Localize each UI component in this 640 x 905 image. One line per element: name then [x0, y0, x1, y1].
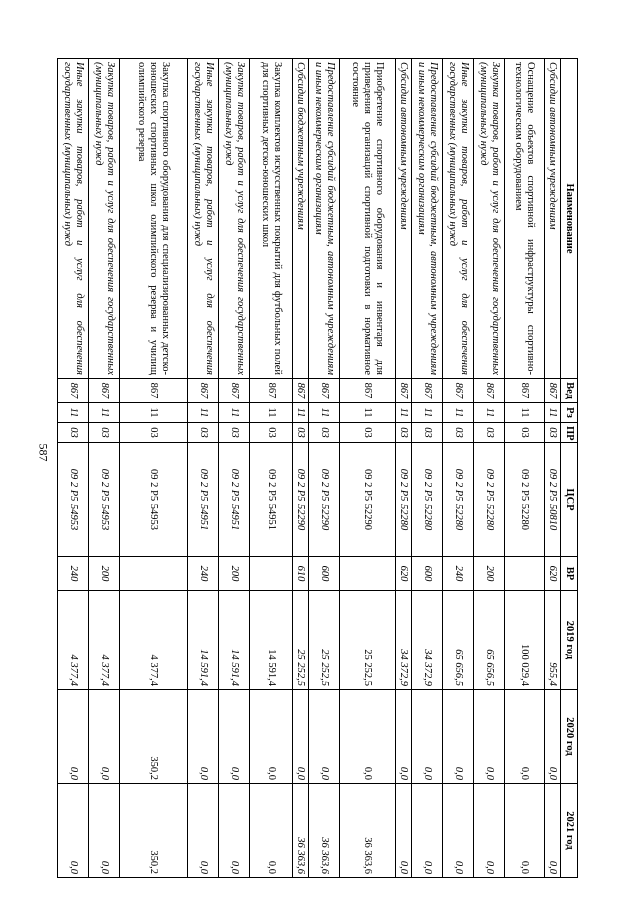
cell-2019: 4 377,4 — [58, 591, 89, 690]
cell-csr: 09 2 P5 54951 — [188, 443, 219, 557]
cell-name: Закупка спортивного оборудования для специализированных детско-юношеских спортивных школ олимпийского резерва и училищ олимпийского резерва — [120, 59, 188, 379]
table-row — [443, 59, 474, 878]
cell-rz: 11 — [309, 403, 340, 423]
cell-pr: 03 — [89, 423, 120, 443]
cell-csr: 09 2 P5 54953 — [120, 443, 188, 557]
cell-name: Закупка товаров, работ и услуг для обеспечения государственных (муниципальных) нужд — [219, 59, 250, 379]
cell-vr — [120, 557, 188, 591]
cell-name: Предоставление субсидий бюджетным, автономным учреждениям и иным некоммерческим организациям — [309, 59, 340, 379]
cell-rz: 11 — [219, 403, 250, 423]
cell-2019: 4 377,4 — [120, 591, 188, 690]
cell-csr: 09 2 P5 52280 — [412, 443, 443, 557]
cell-vr: 610 — [293, 557, 309, 591]
table-row — [58, 59, 89, 878]
budget-table — [57, 58, 578, 878]
cell-pr: 03 — [188, 423, 219, 443]
header-2019: 2019 год — [561, 591, 578, 690]
cell-ved: 867 — [443, 379, 474, 403]
cell-vr — [250, 557, 293, 591]
cell-pr: 03 — [309, 423, 340, 443]
cell-csr: 09 2 P5 52290 — [293, 443, 309, 557]
cell-csr: 09 2 P5 50810 — [545, 443, 561, 557]
cell-2021: 0,0 — [545, 784, 561, 878]
cell-2019: 25 252,5 — [340, 591, 396, 690]
cell-pr: 03 — [219, 423, 250, 443]
cell-csr: 09 2 P5 54951 — [219, 443, 250, 557]
cell-ved: 867 — [396, 379, 412, 403]
cell-name: Закупка комплектов искусственных покрытий для футбольных полей для спортивных детско-юношеских школ — [250, 59, 293, 379]
cell-vr: 600 — [412, 557, 443, 591]
cell-name: Закупка товаров, работ и услуг для обеспечения государственных (муниципальных) нужд — [474, 59, 505, 379]
table-row — [309, 59, 340, 878]
cell-2019: 14 591,4 — [250, 591, 293, 690]
cell-2020: 0,0 — [58, 690, 89, 784]
header-pr: ПР — [561, 423, 578, 443]
cell-pr: 03 — [120, 423, 188, 443]
cell-2019: 34 372,9 — [412, 591, 443, 690]
cell-vr: 600 — [309, 557, 340, 591]
cell-ved: 867 — [505, 379, 545, 403]
page-number: 587 — [36, 443, 51, 462]
cell-name: Оснащение объектов спортивной инфраструктуры спортивно-технологическим оборудованием — [505, 59, 545, 379]
cell-2020: 0,0 — [188, 690, 219, 784]
cell-rz: 11 — [188, 403, 219, 423]
cell-2021: 0,0 — [89, 784, 120, 878]
cell-2019: 25 252,5 — [309, 591, 340, 690]
table-row — [219, 59, 250, 878]
cell-ved: 867 — [545, 379, 561, 403]
cell-2020: 0,0 — [396, 690, 412, 784]
cell-vr — [340, 557, 396, 591]
cell-2019: 25 252,5 — [293, 591, 309, 690]
cell-rz: 11 — [293, 403, 309, 423]
cell-2021: 0,0 — [250, 784, 293, 878]
cell-vr: 200 — [219, 557, 250, 591]
cell-2020: 0,0 — [293, 690, 309, 784]
table-row — [293, 59, 309, 878]
cell-csr: 09 2 P5 54953 — [58, 443, 89, 557]
cell-name: Закупка товаров, работ и услуг для обеспечения государственных (муниципальных) нужд — [89, 59, 120, 379]
cell-2020: 0,0 — [309, 690, 340, 784]
table-row — [412, 59, 443, 878]
cell-csr: 09 2 P5 52280 — [443, 443, 474, 557]
cell-csr: 09 2 P5 52290 — [309, 443, 340, 557]
cell-2021: 36 363,6 — [309, 784, 340, 878]
cell-2020: 0,0 — [412, 690, 443, 784]
table-row — [89, 59, 120, 878]
cell-pr: 03 — [412, 423, 443, 443]
table-header-row — [561, 59, 578, 878]
header-2020: 2020 год — [561, 690, 578, 784]
cell-vr: 240 — [443, 557, 474, 591]
cell-ved: 867 — [89, 379, 120, 403]
cell-2020: 0,0 — [505, 690, 545, 784]
cell-pr: 03 — [340, 423, 396, 443]
cell-2021: 0,0 — [505, 784, 545, 878]
cell-2021: 350,2 — [120, 784, 188, 878]
cell-pr: 03 — [545, 423, 561, 443]
cell-vr: 200 — [89, 557, 120, 591]
cell-2020: 0,0 — [250, 690, 293, 784]
cell-2020: 0,0 — [545, 690, 561, 784]
header-vr: ВР — [561, 557, 578, 591]
cell-rz: 11 — [443, 403, 474, 423]
cell-rz: 11 — [545, 403, 561, 423]
cell-2019: 4 377,4 — [89, 591, 120, 690]
cell-2020: 0,0 — [89, 690, 120, 784]
cell-name: Субсидии автономным учреждениям — [396, 59, 412, 379]
cell-vr — [505, 557, 545, 591]
cell-csr: 09 2 P5 54953 — [89, 443, 120, 557]
cell-rz: 11 — [505, 403, 545, 423]
cell-pr: 03 — [58, 423, 89, 443]
cell-csr: 09 2 P5 52280 — [505, 443, 545, 557]
cell-2020: 350,2 — [120, 690, 188, 784]
cell-ved: 867 — [309, 379, 340, 403]
table-row — [396, 59, 412, 878]
cell-2019: 14 591,4 — [219, 591, 250, 690]
header-csr: ЦСР — [561, 443, 578, 557]
cell-rz: 11 — [250, 403, 293, 423]
cell-ved: 867 — [188, 379, 219, 403]
cell-rz: 11 — [396, 403, 412, 423]
cell-2020: 0,0 — [474, 690, 505, 784]
cell-2021: 0,0 — [396, 784, 412, 878]
cell-csr: 09 2 P5 52290 — [340, 443, 396, 557]
cell-pr: 03 — [250, 423, 293, 443]
cell-ved: 867 — [219, 379, 250, 403]
cell-rz: 11 — [58, 403, 89, 423]
cell-rz: 11 — [474, 403, 505, 423]
cell-2019: 100 029,4 — [505, 591, 545, 690]
cell-csr: 09 2 P5 54951 — [250, 443, 293, 557]
table-row — [340, 59, 396, 878]
cell-2019: 14 591,4 — [188, 591, 219, 690]
table-row — [188, 59, 219, 878]
cell-2021: 0,0 — [58, 784, 89, 878]
cell-name: Иные закупки товаров, работ и услуг для обеспечения государственных (муниципальных) нужд — [188, 59, 219, 379]
table-row — [505, 59, 545, 878]
cell-vr: 240 — [58, 557, 89, 591]
table-row — [250, 59, 293, 878]
cell-name: Иные закупки товаров, работ и услуг для обеспечения государственных (муниципальных) нужд — [58, 59, 89, 379]
cell-pr: 03 — [474, 423, 505, 443]
cell-name: Приобретение спортивного оборудования и инвентаря для приведения организаций спортивной подготовки в нормативное состояние — [340, 59, 396, 379]
cell-name: Субсидии бюджетным учреждениям — [293, 59, 309, 379]
cell-2019: 955,4 — [545, 591, 561, 690]
cell-2021: 0,0 — [474, 784, 505, 878]
cell-pr: 03 — [293, 423, 309, 443]
cell-pr: 03 — [396, 423, 412, 443]
cell-vr: 200 — [474, 557, 505, 591]
cell-ved: 867 — [340, 379, 396, 403]
cell-rz: 11 — [340, 403, 396, 423]
cell-2021: 0,0 — [188, 784, 219, 878]
cell-csr: 09 2 P5 52280 — [474, 443, 505, 557]
cell-2020: 0,0 — [340, 690, 396, 784]
table-row — [120, 59, 188, 878]
cell-2019: 34 372,9 — [396, 591, 412, 690]
cell-2019: 65 656,5 — [443, 591, 474, 690]
cell-name: Субсидии автономным учреждениям — [545, 59, 561, 379]
cell-ved: 867 — [412, 379, 443, 403]
cell-2021: 0,0 — [412, 784, 443, 878]
cell-ved: 867 — [474, 379, 505, 403]
cell-pr: 03 — [443, 423, 474, 443]
cell-name: Предоставление субсидий бюджетным, автономным учреждениям и иным некоммерческим организациям — [412, 59, 443, 379]
cell-vr: 240 — [188, 557, 219, 591]
table-row — [545, 59, 561, 878]
header-rz: Рз — [561, 403, 578, 423]
cell-2020: 0,0 — [443, 690, 474, 784]
cell-2021: 0,0 — [219, 784, 250, 878]
cell-ved: 867 — [293, 379, 309, 403]
cell-2021: 36 363,6 — [293, 784, 309, 878]
cell-name: Иные закупки товаров, работ и услуг для обеспечения государственных (муниципальных) нужд — [443, 59, 474, 379]
cell-2021: 0,0 — [443, 784, 474, 878]
header-2021: 2021 год — [561, 784, 578, 878]
cell-2021: 36 363,6 — [340, 784, 396, 878]
cell-ved: 867 — [250, 379, 293, 403]
cell-vr: 620 — [545, 557, 561, 591]
cell-vr: 620 — [396, 557, 412, 591]
table-row — [474, 59, 505, 878]
cell-rz: 11 — [120, 403, 188, 423]
cell-rz: 11 — [412, 403, 443, 423]
header-name: Наименование — [561, 59, 578, 379]
cell-ved: 867 — [120, 379, 188, 403]
cell-rz: 11 — [89, 403, 120, 423]
cell-ved: 867 — [58, 379, 89, 403]
header-ved: Вед — [561, 379, 578, 403]
cell-2020: 0,0 — [219, 690, 250, 784]
cell-csr: 09 2 P5 52280 — [396, 443, 412, 557]
cell-2019: 65 656,5 — [474, 591, 505, 690]
cell-pr: 03 — [505, 423, 545, 443]
